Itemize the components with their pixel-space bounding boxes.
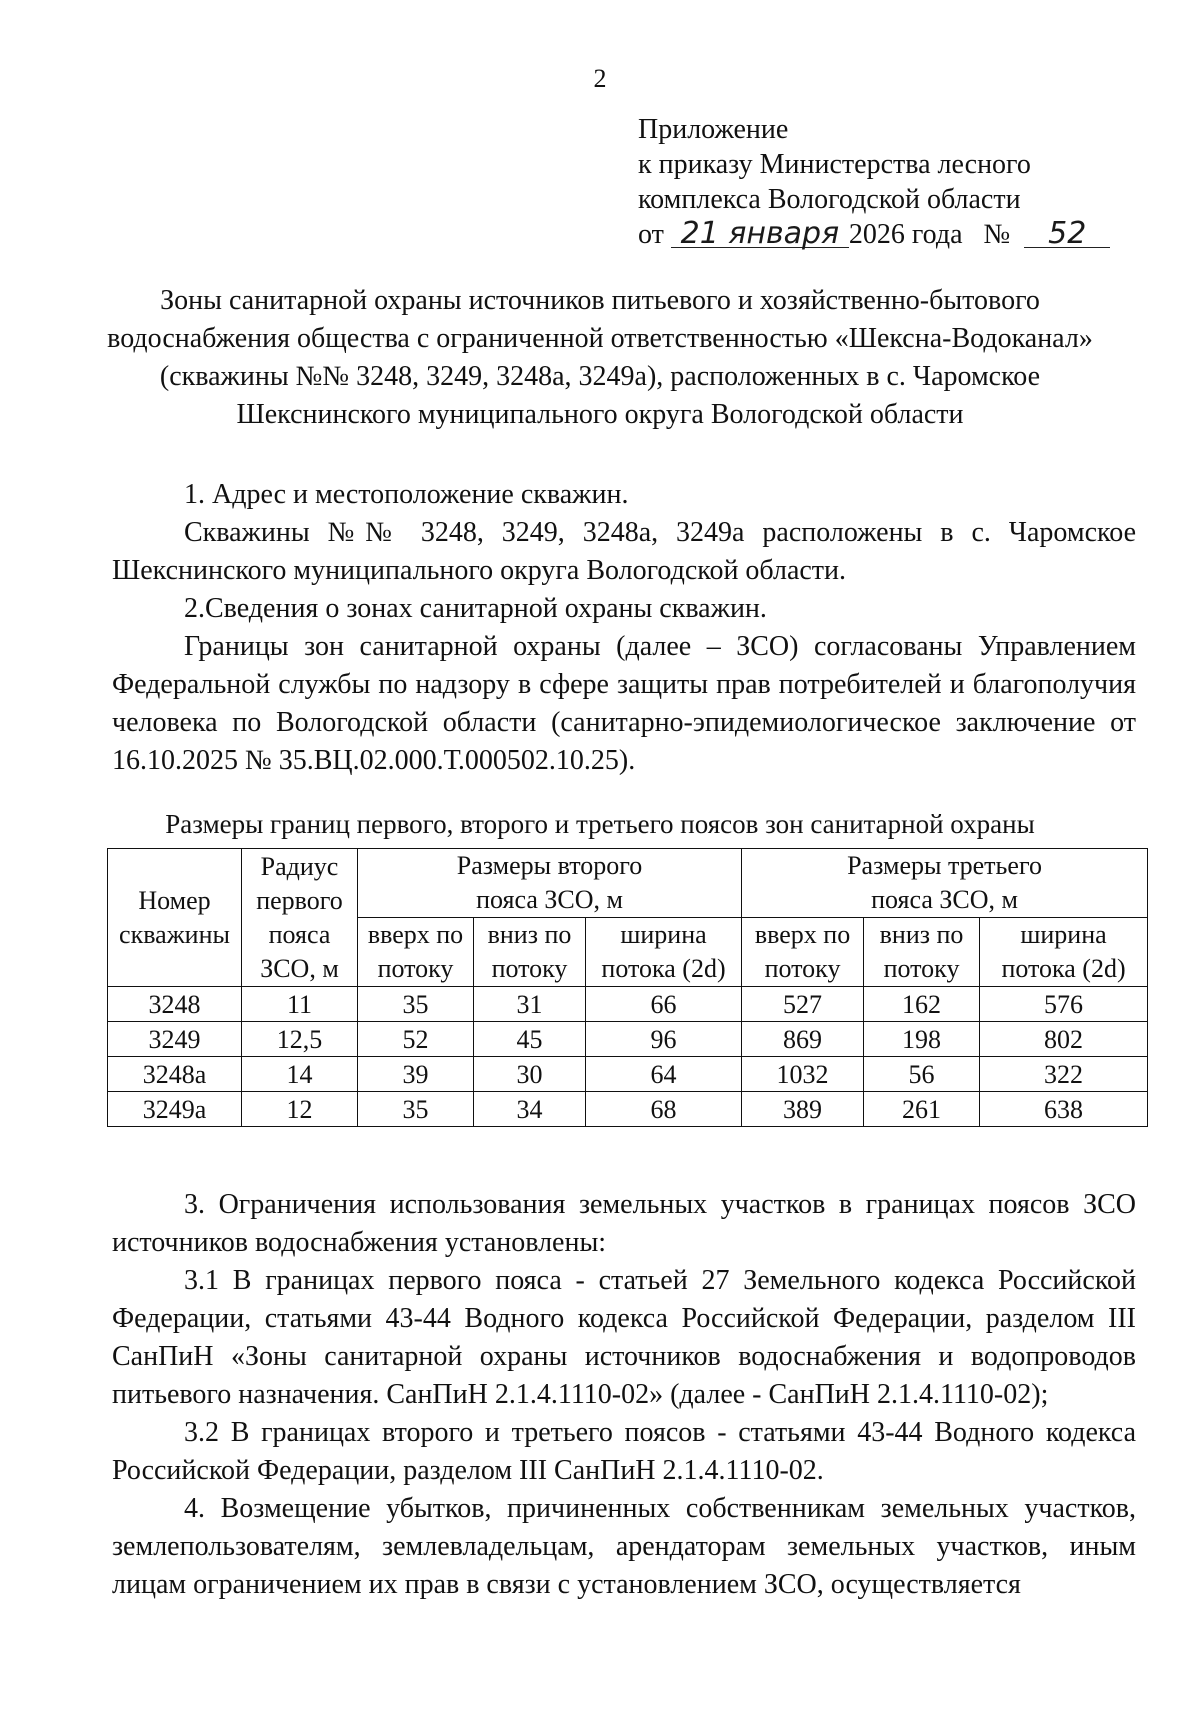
table-cell: 56 (864, 1057, 980, 1092)
document-title (100, 282, 1100, 434)
table-cell: 638 (980, 1092, 1148, 1127)
table-cell: 322 (980, 1057, 1148, 1092)
table-cell: 261 (864, 1092, 980, 1127)
header-radius-line-2: первого (256, 885, 343, 915)
header-second-zone-line-2: пояса ЗСО, м (476, 885, 623, 914)
header-radius-line-3: пояса (268, 919, 331, 949)
table-cell: 527 (742, 987, 864, 1022)
header-width-line-1: ширина (620, 920, 707, 949)
section-2-text: Границы зон санитарной охраны (далее – ЗСО) согласованы Управлением Федеральной службы по надзору в сфере защиты прав потребителей и благополучия человека по Вологодской области (санитарно-эпидемиологическое заключение от 16.10.2025 № 35.ВЦ.02.000.Т.000502.10.25). (112, 631, 1136, 776)
header-well-number-line-1: Номер (138, 885, 211, 915)
section-1-text: Скважины №№ 3248, 3249, 3248а, 3249а расположены в с. Чаромское Шекснинского муниципального округа Вологодской области. (112, 517, 1136, 586)
appendix-date-line (638, 217, 1110, 252)
header-second-downstream (474, 918, 586, 987)
header-upstream-line-2: потоку (377, 954, 454, 983)
header-second-upstream (358, 918, 474, 987)
header-third-zone-line-1: Размеры третьего (847, 851, 1042, 880)
header-downstream-line-1: вниз по (487, 920, 572, 949)
zones-table (107, 848, 1148, 1127)
table-cell: 869 (742, 1022, 864, 1057)
section-4-text: 4. Возмещение убытков, причиненных собственникам земельных участков, землепользователям, землевладельцам, арендаторам земельных участков, иным лицам ограничением их прав в связи с установлением ЗСО, осуществляется (112, 1493, 1136, 1600)
section-3-1-text: 3.1 В границах первого пояса - статьей 27 Земельного кодекса Российской Федерации, статьями 43-44 Водного кодекса Российской Федерации, разделом III СанПиН «Зоны санитарной охраны источников водоснабжения и водопроводов питьевого назначения. СанПиН 2.1.4.1110-02» (далее - СанПиН 2.1.4.1110-02); (112, 1265, 1136, 1410)
header-well-number (108, 849, 242, 987)
handwritten-number: 52 (1024, 221, 1110, 248)
table-cell: 34 (474, 1092, 586, 1127)
table-cell: 14 (242, 1057, 358, 1092)
header-upstream-line-1: вверх по (754, 920, 851, 949)
header-first-zone-radius (242, 849, 358, 987)
table-cell: 30 (474, 1057, 586, 1092)
header-third-downstream (864, 918, 980, 987)
table-cell: 64 (586, 1057, 742, 1092)
table-row (108, 1057, 1148, 1092)
table-cell: 802 (980, 1022, 1148, 1057)
table-cell: 52 (358, 1022, 474, 1057)
table-row (108, 1092, 1148, 1127)
header-second-width (586, 918, 742, 987)
header-width-line-2: потока (2d) (601, 954, 726, 983)
table-cell: 12,5 (242, 1022, 358, 1057)
header-width-line-2: потока (2d) (1001, 954, 1126, 983)
table-cell: 35 (358, 987, 474, 1022)
title-line-1: Зоны санитарной охраны источников питьевого и хозяйственно-бытового (160, 285, 1040, 316)
appendix-line-2: к приказу Министерства лесного (638, 149, 1031, 180)
table-cell: 3248а (108, 1057, 242, 1092)
table-row (108, 987, 1148, 1022)
table-cell: 198 (864, 1022, 980, 1057)
header-upstream-line-1: вверх по (367, 920, 464, 949)
title-line-2: водоснабжения общества с ограниченной ответственностью «Шексна-Водоканал» (107, 323, 1093, 354)
table-cell: 1032 (742, 1057, 864, 1092)
table-cell: 31 (474, 987, 586, 1022)
table-row (108, 1022, 1148, 1057)
table-cell: 389 (742, 1092, 864, 1127)
header-width-line-1: ширина (1020, 920, 1107, 949)
table-cell: 576 (980, 987, 1148, 1022)
header-well-number-line-2: скважины (119, 919, 230, 949)
appendix-line-1: Приложение (638, 114, 789, 145)
table-cell: 12 (242, 1092, 358, 1127)
title-line-4: Шекснинского муниципального округа Вологодской области (236, 399, 964, 430)
header-upstream-line-2: потоку (764, 954, 841, 983)
header-downstream-line-1: вниз по (879, 920, 964, 949)
header-downstream-line-2: потоку (491, 954, 568, 983)
table-cell: 162 (864, 987, 980, 1022)
title-line-3: (скважины №№ 3248, 3249, 3248а, 3249а), расположенных в с. Чаромское (159, 361, 1041, 392)
table-cell: 39 (358, 1057, 474, 1092)
header-radius-line-1: Радиус (260, 851, 339, 881)
table-cell: 35 (358, 1092, 474, 1127)
body-block-1 (112, 476, 1136, 780)
table-cell: 3249 (108, 1022, 242, 1057)
date-prefix: от (638, 219, 664, 250)
table-caption: Размеры границ первого, второго и третьего поясов зон санитарной охраны (165, 809, 1035, 839)
section-3-heading: 3. Ограничения использования земельных участков в границах поясов ЗСО источников водоснабжения установлены: (112, 1189, 1136, 1258)
page-number: 2 (593, 64, 607, 93)
header-third-upstream (742, 918, 864, 987)
appendix-block (638, 112, 1110, 252)
header-second-zone-line-1: Размеры второго (456, 851, 643, 880)
table-cell: 68 (586, 1092, 742, 1127)
table-cell: 45 (474, 1022, 586, 1057)
header-third-width (980, 918, 1148, 987)
section-1-heading: 1. Адрес и местоположение скважин. (184, 479, 629, 510)
table-cell: 11 (242, 987, 358, 1022)
header-third-zone (742, 849, 1148, 918)
table-cell: 96 (586, 1022, 742, 1057)
body-block-2 (112, 1186, 1136, 1604)
number-label: № (983, 219, 1011, 250)
section-2-heading: 2.Сведения о зонах санитарной охраны скважин. (184, 593, 767, 624)
section-3-2-text: 3.2 В границах второго и третьего поясов - статьями 43-44 Водного кодекса Российской Федерации, разделом III СанПиН 2.1.4.1110-02. (112, 1417, 1136, 1486)
table-cell: 3249а (108, 1092, 242, 1127)
header-third-zone-line-2: пояса ЗСО, м (871, 885, 1018, 914)
appendix-line-3: комплекса Вологодской области (638, 184, 1021, 215)
header-radius-line-4: ЗСО, м (260, 953, 339, 983)
handwritten-date: 21 января (671, 221, 849, 248)
year-text: 2026 года (848, 219, 963, 250)
header-downstream-line-2: потоку (883, 954, 960, 983)
table-cell: 66 (586, 987, 742, 1022)
header-second-zone (358, 849, 742, 918)
table-cell: 3248 (108, 987, 242, 1022)
